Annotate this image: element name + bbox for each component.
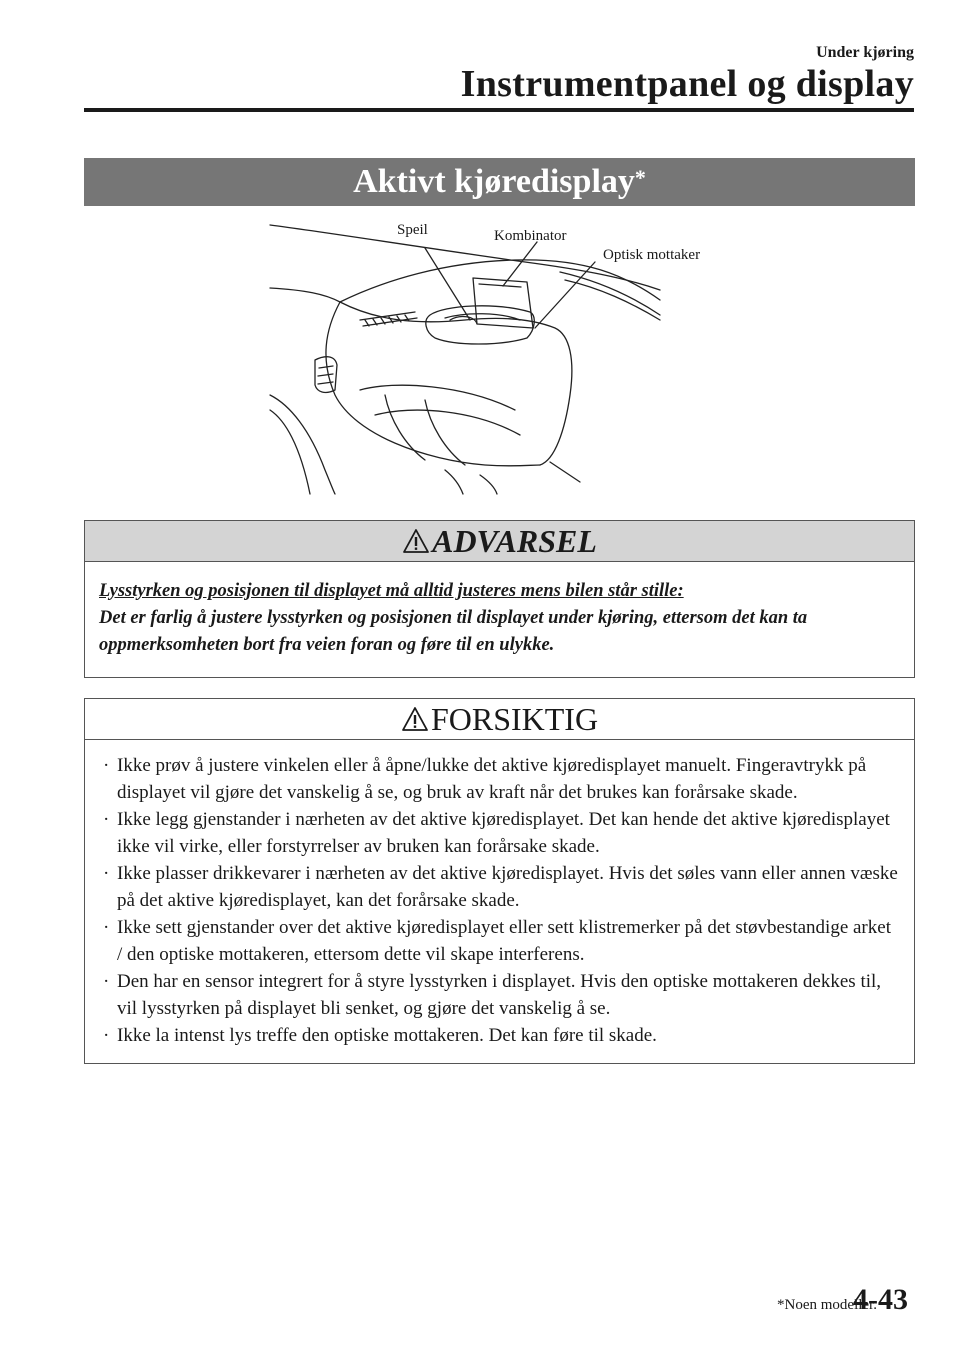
caution-item bbox=[99, 752, 900, 806]
header-rule bbox=[84, 108, 914, 112]
caution-item-text: Ikke legg gjenstander i nærheten av det aktive kjøredisplayet. Det kan hende det aktive kjøredisplayet ikke vil virke, eller forstyrrelser av bruken kan forårsake skade. bbox=[117, 809, 890, 857]
section-title-bar bbox=[84, 158, 915, 206]
header-section: Under kjøring bbox=[816, 44, 914, 61]
bullet: · bbox=[103, 863, 110, 884]
mirror-label: Speil bbox=[397, 222, 428, 238]
caution-item bbox=[99, 806, 900, 860]
caution-box bbox=[84, 698, 915, 1064]
caution-item-text: Den har en sensor integrert for å styre lysstyrken i displayet. Hvis den optiske mottakeren dekkes til, vil lysstyrken på displayet bli senket, og gjøre det vanskelig å se. bbox=[117, 971, 882, 1019]
warning-header bbox=[85, 521, 914, 562]
optical-receiver-label: Optisk mottaker bbox=[603, 247, 701, 263]
dashboard-illustration bbox=[265, 220, 735, 495]
caution-header bbox=[85, 699, 914, 740]
warning-lead: Lysstyrken og posisjonen til displayet må alltid justeres mens bilen står stille: bbox=[99, 581, 684, 601]
warning-body bbox=[85, 562, 914, 677]
combiner-label: Kombinator bbox=[494, 228, 567, 244]
caution-triangle-icon bbox=[401, 706, 429, 732]
caution-item-text: Ikke plasser drikkevarer i nærheten av det aktive kjøredisplayet. Hvis det søles vann eller annen væske på det aktive kjøredisplayet, kan det forårsake skade. bbox=[117, 863, 898, 911]
warning-text: Det er farlig å justere lysstyrken og posisjonen til displayet under kjøring, ettersom det kan ta oppmerksomheten bort fra veien foran og føre til en ulykke. bbox=[99, 608, 808, 655]
bullet: · bbox=[103, 809, 110, 830]
section-asterisk: * bbox=[634, 165, 646, 190]
section-title: Aktivt kjøredisplay bbox=[353, 163, 635, 200]
page-title: Instrumentpanel og display bbox=[460, 63, 914, 105]
caution-item bbox=[99, 914, 900, 968]
caution-item bbox=[99, 1022, 900, 1049]
caution-item bbox=[99, 860, 900, 914]
bullet: · bbox=[103, 971, 110, 992]
caution-item-text: Ikke prøv å justere vinkelen eller å åpne/lukke det aktive kjøredisplayet manuelt. Fingeravtrykk på displayet vil gjøre det vanskelig å se, og bruk av kraft når det brukes kan forårsake skade. bbox=[117, 755, 867, 803]
caution-body bbox=[85, 740, 914, 1063]
bullet: · bbox=[103, 755, 110, 776]
page-number: 4-43 bbox=[853, 1283, 908, 1316]
warning-title: ADVARSEL bbox=[432, 522, 597, 559]
warning-box bbox=[84, 520, 915, 678]
caution-title: FORSIKTIG bbox=[430, 700, 599, 737]
caution-item-text: Ikke sett gjenstander over det aktive kjøredisplayet eller sett klistremerker på det støvbestandige arket / den optiske mottakeren, ettersom dette vil skape interferens. bbox=[117, 917, 891, 965]
warning-triangle-icon bbox=[402, 528, 430, 554]
caution-item bbox=[99, 968, 900, 1022]
caution-item-text: Ikke la intenst lys treffe den optiske mottakeren. Det kan føre til skade. bbox=[117, 1025, 657, 1046]
footnote: *Noen modeller. bbox=[777, 1297, 877, 1313]
bullet: · bbox=[103, 1025, 110, 1046]
bullet: · bbox=[103, 917, 110, 938]
